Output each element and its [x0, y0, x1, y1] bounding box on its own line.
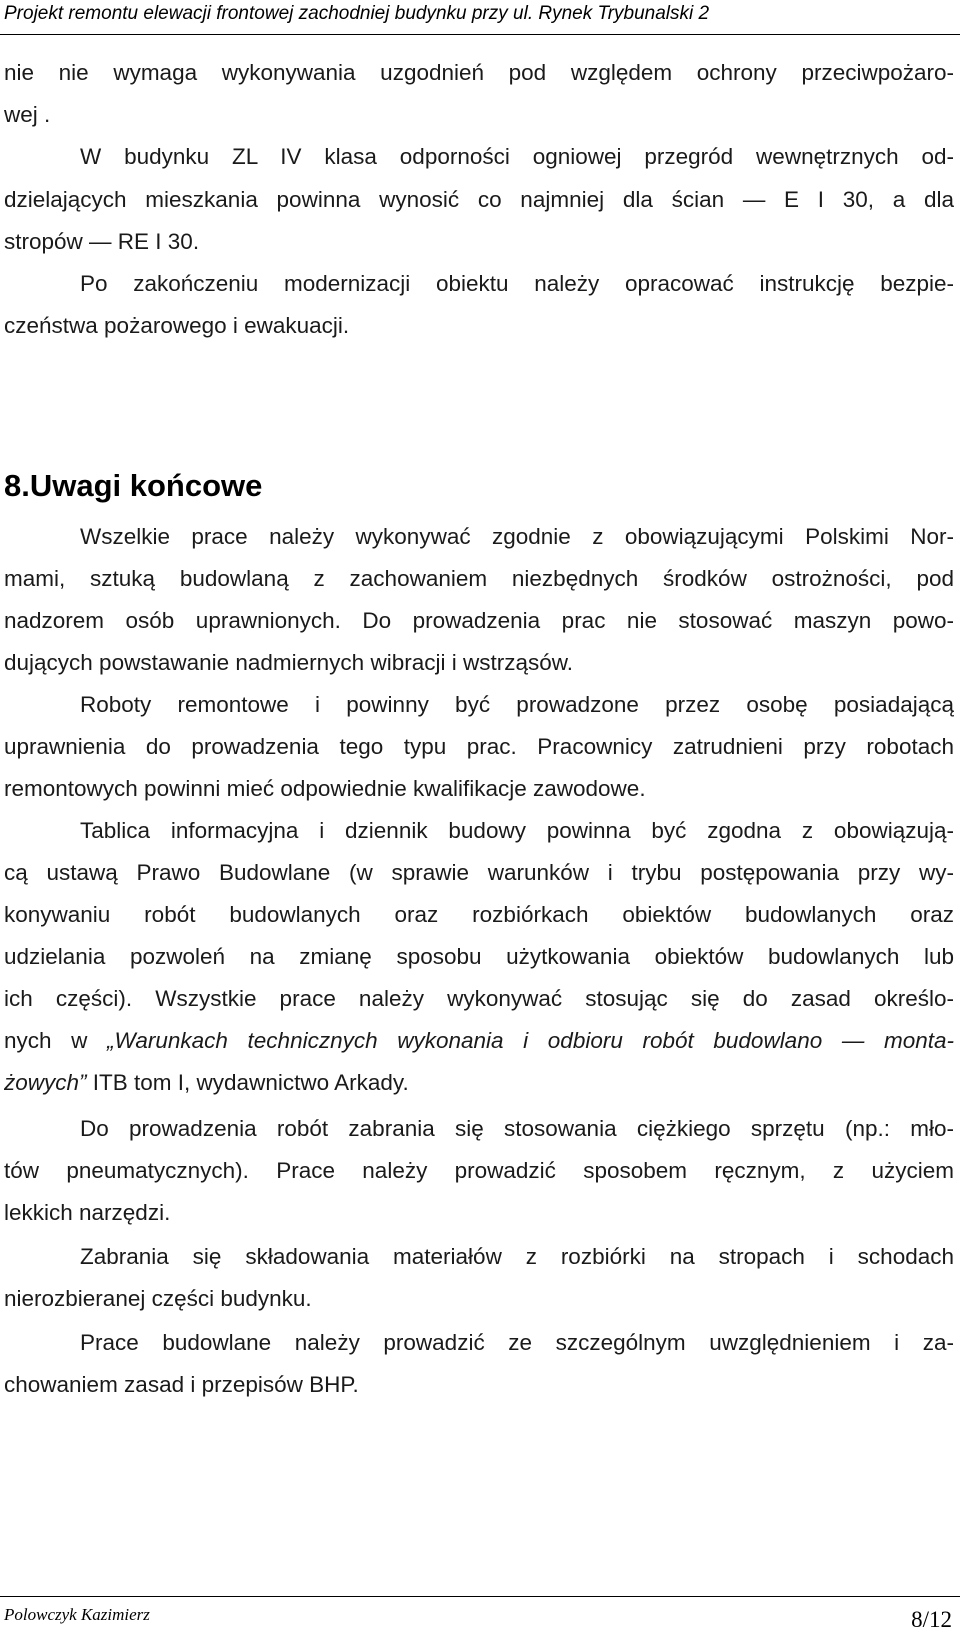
text-line: Prace budowlane należy prowadzić ze szczególnym uwzględnieniem i za- [80, 1330, 954, 1355]
page-number: 8/12 [911, 1607, 952, 1632]
page-header [0, 0, 960, 35]
header-title: Projekt remontu elewacji frontowej zachodniej budynku przy ul. Rynek Trybunalski 2 [4, 3, 710, 24]
text-line: Roboty remontowe i powinny być prowadzone przez osobę posiadającą [80, 692, 954, 717]
text-line: Po zakończeniu modernizacji obiektu należy opracować instrukcję bezpie- [80, 271, 954, 296]
footer-author: Polowczyk Kazimierz [4, 1605, 150, 1624]
page-footer [0, 1596, 960, 1637]
text-line: wej . [4, 102, 51, 127]
text-line: uprawnienia do prowadzenia tego typu prac. Pracownicy zatrudnieni przy robotach [4, 734, 954, 759]
text-line: Wszelkie prace należy wykonywać zgodnie z obowiązującymi Polskimi Nor- [80, 524, 954, 549]
text-span: ITB tom I, wydawnictwo Arkady. [86, 1070, 409, 1095]
text-line: remontowych powinni mieć odpowiednie kwalifikacje zawodowe. [4, 776, 646, 801]
text-line: nierozbieranej części budynku. [4, 1286, 312, 1311]
text-line: cą ustawą Prawo Budowlane (w sprawie warunków i trybu postępowania przy wy- [4, 860, 954, 885]
text-line-with-italic [4, 1068, 954, 1098]
text-line: konywaniu robót budowlanych oraz rozbiórkach obiektów budowlanych oraz [4, 902, 954, 927]
text-line: chowaniem zasad i przepisów BHP. [4, 1372, 359, 1397]
text-line: nie nie wymaga wykonywania uzgodnień pod względem ochrony przeciwpożaro- [4, 60, 954, 85]
text-line: W budynku ZL IV klasa odporności ogniowej przegród wewnętrznych od- [80, 144, 954, 169]
italic-title-span: żowych” [4, 1070, 87, 1095]
text-line: udzielania pozwoleń na zmianę sposobu użytkowania obiektów budowlanych lub [4, 944, 954, 969]
text-line: nadzorem osób uprawnionych. Do prowadzenia prac nie stosować maszyn powo- [4, 608, 954, 633]
text-line: Zabrania się składowania materiałów z rozbiórki na stropach i schodach [80, 1244, 954, 1269]
text-line: stropów — RE I 30. [4, 229, 200, 254]
text-line-with-italic [4, 1026, 954, 1056]
text-line: Tablica informacyjna i dziennik budowy powinna być zgodna z obowiązują- [80, 818, 954, 843]
text-line: mami, sztuką budowlaną z zachowaniem niezbędnych środków ostrożności, pod [4, 566, 954, 591]
text-line: czeństwa pożarowego i ewakuacji. [4, 313, 350, 338]
text-line: dujących powstawanie nadmiernych wibracji i wstrząsów. [4, 650, 573, 675]
italic-title-span: „Warunkach technicznych wykonania i odbioru robót budowlano — monta- [107, 1028, 954, 1053]
text-span: nych w [4, 1028, 108, 1053]
text-line: tów pneumatycznych). Prace należy prowadzić sposobem ręcznym, z użyciem [4, 1158, 954, 1183]
text-line: lekkich narzędzi. [4, 1200, 171, 1225]
text-line: Do prowadzenia robót zabrania się stosowania ciężkiego sprzętu (np.: mło- [80, 1116, 954, 1141]
text-line: dzielających mieszkania powinna wynosić co najmniej dla ścian — E I 30, a dla [4, 187, 954, 212]
section-heading: 8.Uwagi końcowe [4, 468, 263, 503]
text-line: ich części). Wszystkie prace należy wykonywać stosując się do zasad określo- [4, 986, 954, 1011]
